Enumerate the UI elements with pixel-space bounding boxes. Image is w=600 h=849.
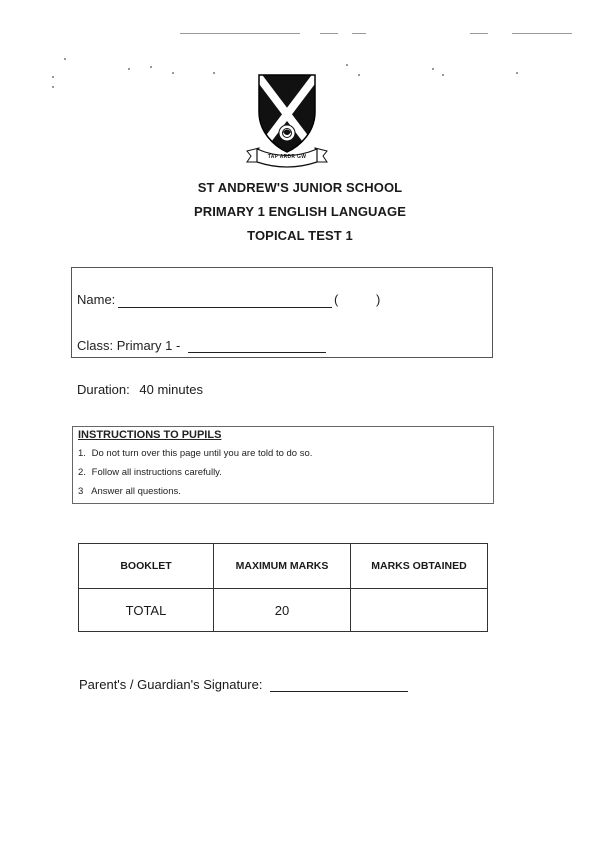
instructions-box — [72, 426, 494, 504]
instruction-text: Answer all questions. — [91, 486, 181, 497]
school-crest — [238, 72, 336, 172]
index-number-field[interactable] — [342, 292, 374, 307]
marks-table — [78, 543, 488, 632]
table-row — [79, 589, 488, 632]
instruction-number: 1. — [78, 448, 86, 459]
header-marks-obtained: MARKS OBTAINED — [351, 544, 488, 589]
name-field[interactable] — [118, 292, 332, 308]
signature-field[interactable] — [270, 676, 408, 692]
header-maximum-marks: MAXIMUM MARKS — [214, 544, 351, 589]
subject-title: PRIMARY 1 ENGLISH LANGUAGE — [193, 204, 407, 219]
header-booklet: BOOKLET — [79, 544, 214, 589]
cell-maximum-marks: 20 — [214, 589, 351, 632]
student-info-box — [71, 267, 493, 358]
instruction-item — [78, 486, 181, 497]
index-open-bracket: ( — [334, 292, 339, 307]
instruction-text: Follow all instructions carefully. — [91, 467, 222, 478]
name-label: Name: — [77, 292, 116, 307]
instruction-item — [78, 467, 222, 478]
index-close-bracket: ) — [376, 292, 381, 307]
duration-label: Duration: — [77, 382, 130, 397]
cell-total-label: TOTAL — [79, 589, 214, 632]
cell-marks-obtained[interactable] — [351, 589, 488, 632]
class-label: Class: Primary 1 - — [77, 338, 181, 353]
test-title: TOPICAL TEST 1 — [247, 228, 353, 243]
table-header-row — [79, 544, 488, 589]
instruction-number: 3 — [78, 486, 84, 497]
instructions-title: INSTRUCTIONS TO PUPILS — [78, 429, 222, 441]
instruction-number: 2. — [78, 467, 86, 478]
instruction-text: Do not turn over this page until you are told to do so. — [91, 448, 313, 459]
class-field[interactable] — [188, 337, 326, 353]
signature-label: Parent's / Guardian's Signature: — [79, 677, 263, 692]
crest-motto: TAP ARDR GW — [267, 154, 307, 160]
duration-line — [77, 382, 203, 397]
school-name: ST ANDREW'S JUNIOR SCHOOL — [197, 180, 403, 195]
instruction-item — [78, 448, 312, 459]
duration-value: 40 minutes — [139, 382, 203, 397]
